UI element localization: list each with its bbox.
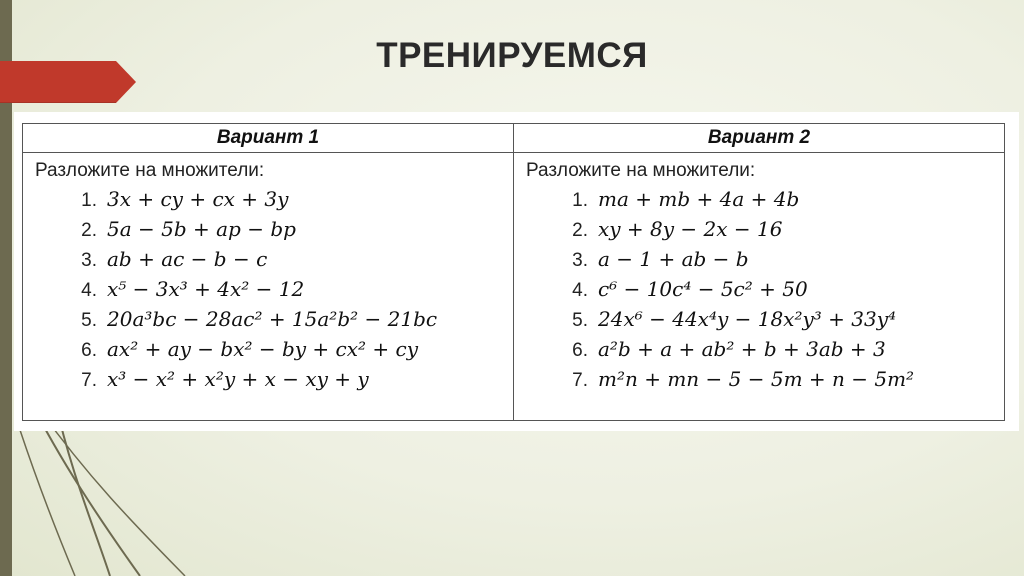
item-number: 2. bbox=[572, 220, 588, 241]
expression: ab + ac − b − c bbox=[107, 247, 268, 271]
item-number: 3. bbox=[81, 250, 97, 271]
list-item bbox=[35, 214, 513, 244]
item-number: 7. bbox=[81, 370, 97, 391]
list-item bbox=[35, 184, 513, 214]
list-item bbox=[526, 244, 1004, 274]
list-item bbox=[526, 184, 1004, 214]
expression: 20a³bc − 28ac² + 15a²b² − 21bc bbox=[107, 307, 438, 331]
variant1-instruction: Разложите на множители: bbox=[35, 160, 265, 181]
item-number: 1. bbox=[81, 190, 97, 211]
list-item bbox=[526, 214, 1004, 244]
variant2-list bbox=[526, 184, 1004, 394]
expression: a − 1 + ab − b bbox=[598, 247, 749, 271]
expression: ax² + ay − bx² − by + cx² + cy bbox=[107, 337, 419, 361]
variant2-header: Вариант 2 bbox=[514, 124, 1005, 153]
list-item bbox=[526, 364, 1004, 394]
item-number: 1. bbox=[572, 190, 588, 211]
list-item bbox=[526, 304, 1004, 334]
slide-title: ТРЕНИРУЕМСЯ bbox=[376, 36, 648, 75]
item-number: 5. bbox=[81, 310, 97, 331]
item-number: 7. bbox=[572, 370, 588, 391]
list-item bbox=[35, 274, 513, 304]
list-item bbox=[35, 244, 513, 274]
item-number: 4. bbox=[572, 280, 588, 301]
variants-table bbox=[22, 123, 1005, 421]
variant1-list bbox=[35, 184, 513, 394]
variant1-header: Вариант 1 bbox=[23, 124, 514, 153]
item-number: 3. bbox=[572, 250, 588, 271]
expression: 3x + cy + cx + 3y bbox=[107, 187, 289, 211]
item-number: 6. bbox=[572, 340, 588, 361]
list-item bbox=[35, 364, 513, 394]
expression: x⁵ − 3x³ + 4x² − 12 bbox=[107, 277, 305, 301]
list-item bbox=[526, 274, 1004, 304]
variant2-instruction: Разложите на множители: bbox=[526, 160, 756, 181]
variant2-cell bbox=[514, 153, 1005, 421]
list-item bbox=[35, 304, 513, 334]
expression: 24x⁶ − 44x⁴y − 18x²y³ + 33y⁴ bbox=[598, 307, 897, 331]
expression: x³ − x² + x²y + x − xy + y bbox=[107, 367, 369, 391]
item-number: 6. bbox=[81, 340, 97, 361]
list-item bbox=[35, 334, 513, 364]
variant1-cell bbox=[23, 153, 514, 421]
expression: ma + mb + 4a + 4b bbox=[598, 187, 800, 211]
item-number: 4. bbox=[81, 280, 97, 301]
expression: xy + 8y − 2x − 16 bbox=[598, 217, 783, 241]
expression: a²b + a + ab² + b + 3ab + 3 bbox=[598, 337, 886, 361]
expression: c⁶ − 10c⁴ − 5c² + 50 bbox=[598, 277, 808, 301]
list-item bbox=[526, 334, 1004, 364]
expression: m²n + mn − 5 − 5m + n − 5m² bbox=[598, 367, 915, 391]
task-panel bbox=[14, 112, 1019, 431]
item-number: 2. bbox=[81, 220, 97, 241]
item-number: 5. bbox=[572, 310, 588, 331]
expression: 5a − 5b + ap − bp bbox=[107, 217, 296, 241]
